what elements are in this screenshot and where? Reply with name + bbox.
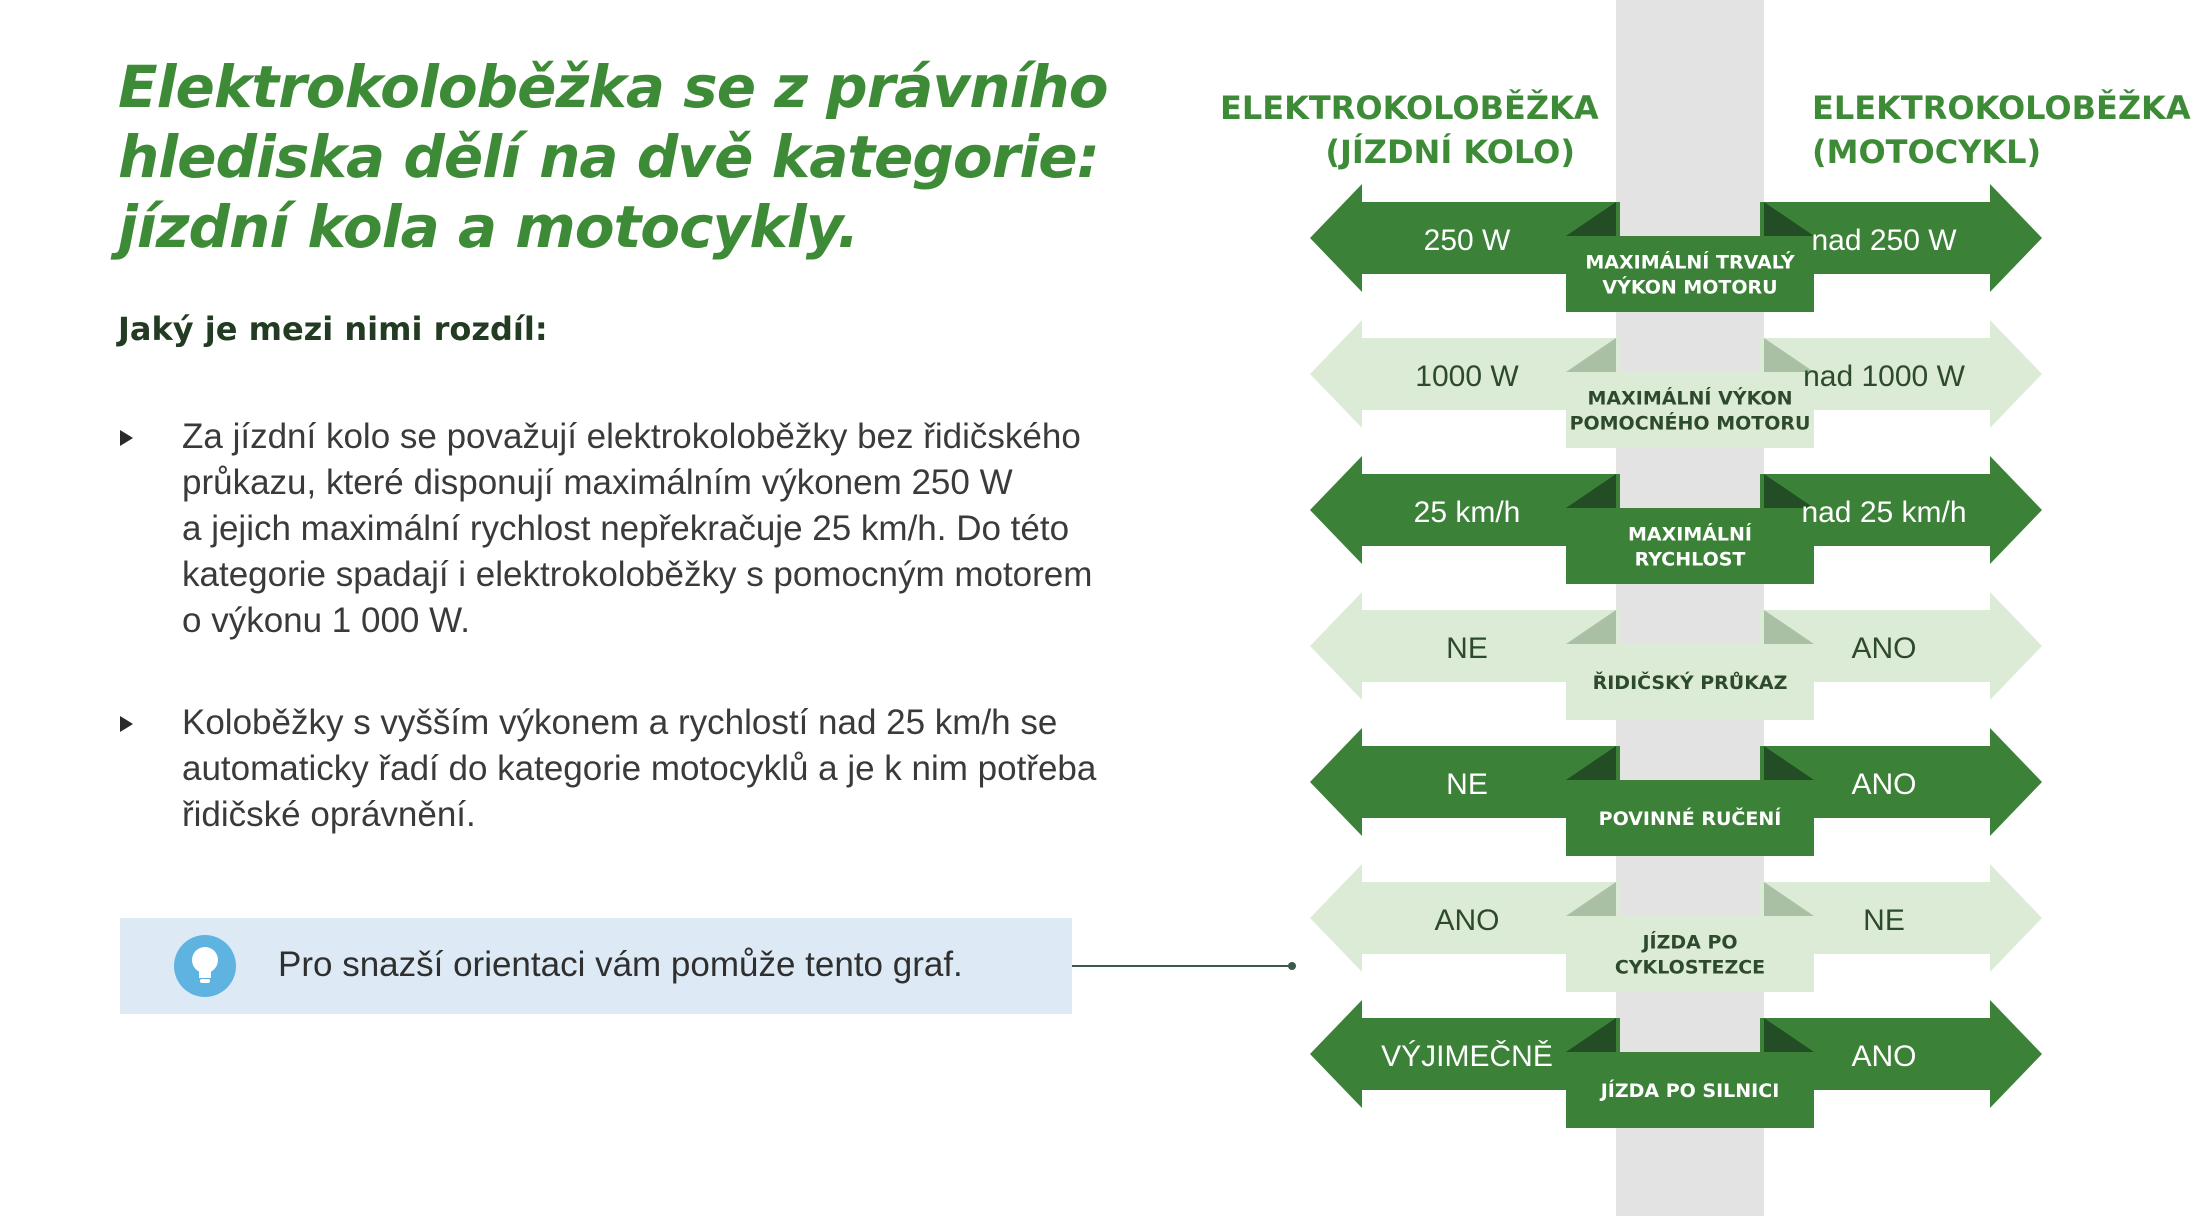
bullet-line: Za jízdní kolo se považují elektrokoloběžky bez řidičského [182, 417, 1081, 456]
right-value: ANO [1851, 632, 1917, 665]
title-line-3: jízdní kola a motocykly. [118, 193, 859, 261]
bullet-line: a jejich maximální rychlost nepřekračuje 25 km/h. Do této [182, 509, 1070, 548]
right-value: nad 25 km/h [1801, 496, 1967, 529]
row-label-box [1566, 508, 1814, 584]
row-label-text: JÍZDA PO SILNICI [1600, 1080, 1780, 1102]
tip-text: Pro snazší orientaci vám pomůže tento graf. [278, 945, 963, 984]
right-value: ANO [1851, 1040, 1917, 1073]
column-header-line: (MOTOCYKL) [1812, 133, 2042, 171]
right-value: nad 1000 W [1803, 360, 1965, 393]
left-value: VÝJIMEČNĚ [1381, 1040, 1553, 1073]
bullet-line: řidičské oprávnění. [182, 795, 476, 834]
title-line-2: hlediska dělí na dvě kategorie: [118, 123, 1099, 191]
bullet-line: o výkonu 1 000 W. [182, 601, 470, 640]
center-bar [1616, 0, 1764, 1216]
right-value: nad 250 W [1811, 224, 1957, 257]
left-value: NE [1446, 768, 1488, 801]
column-header-line: ELEKTROKOLOBĚŽKA [1220, 89, 1599, 127]
bullet-line: Koloběžky s vyšším výkonem a rychlostí nad 25 km/h se [182, 703, 1058, 742]
left-value: NE [1446, 632, 1488, 665]
row-label-text: MAXIMÁLNÍ TRVALÝ [1585, 251, 1795, 274]
row-label-box [1566, 372, 1814, 448]
row-label-text: MAXIMÁLNÍ VÝKON [1587, 387, 1793, 410]
right-value: NE [1863, 904, 1905, 937]
row-label-text: JÍZDA PO [1642, 931, 1738, 954]
row-label-text: VÝKON MOTORU [1602, 276, 1778, 299]
section-subtitle: Jaký je mezi nimi rozdíl: [118, 310, 548, 348]
row-label-box [1566, 236, 1814, 312]
column-header-line: ELEKTROKOLOBĚŽKA [1812, 89, 2191, 127]
bullet-line: automaticky řadí do kategorie motocyklů a je k nim potřeba [182, 749, 1097, 788]
bullet-line: průkazu, které disponují maximálním výkonem 250 W [182, 463, 1013, 502]
left-value: ANO [1434, 904, 1500, 937]
right-value: ANO [1851, 768, 1917, 801]
column-header-line: (JÍZDNÍ KOLO) [1325, 133, 1575, 171]
row-label-text: POVINNÉ RUČENÍ [1598, 808, 1782, 830]
row-label-text: ŘIDIČSKÝ PRŮKAZ [1592, 672, 1788, 694]
row-label-text: POMOCNÉHO MOTORU [1569, 412, 1811, 435]
bullet-line: kategorie spadají i elektrokoloběžky s pomocným motorem [182, 555, 1093, 594]
row-label-text: MAXIMÁLNÍ [1627, 523, 1753, 546]
title-line-1: Elektrokoloběžka se z právního [118, 53, 1108, 121]
row-label-text: RYCHLOST [1634, 548, 1746, 571]
left-value: 250 W [1423, 224, 1511, 257]
row-label-text: CYKLOSTEZCE [1614, 956, 1766, 979]
left-value: 25 km/h [1413, 496, 1521, 529]
row-label-box [1566, 916, 1814, 992]
left-value: 1000 W [1415, 360, 1519, 393]
